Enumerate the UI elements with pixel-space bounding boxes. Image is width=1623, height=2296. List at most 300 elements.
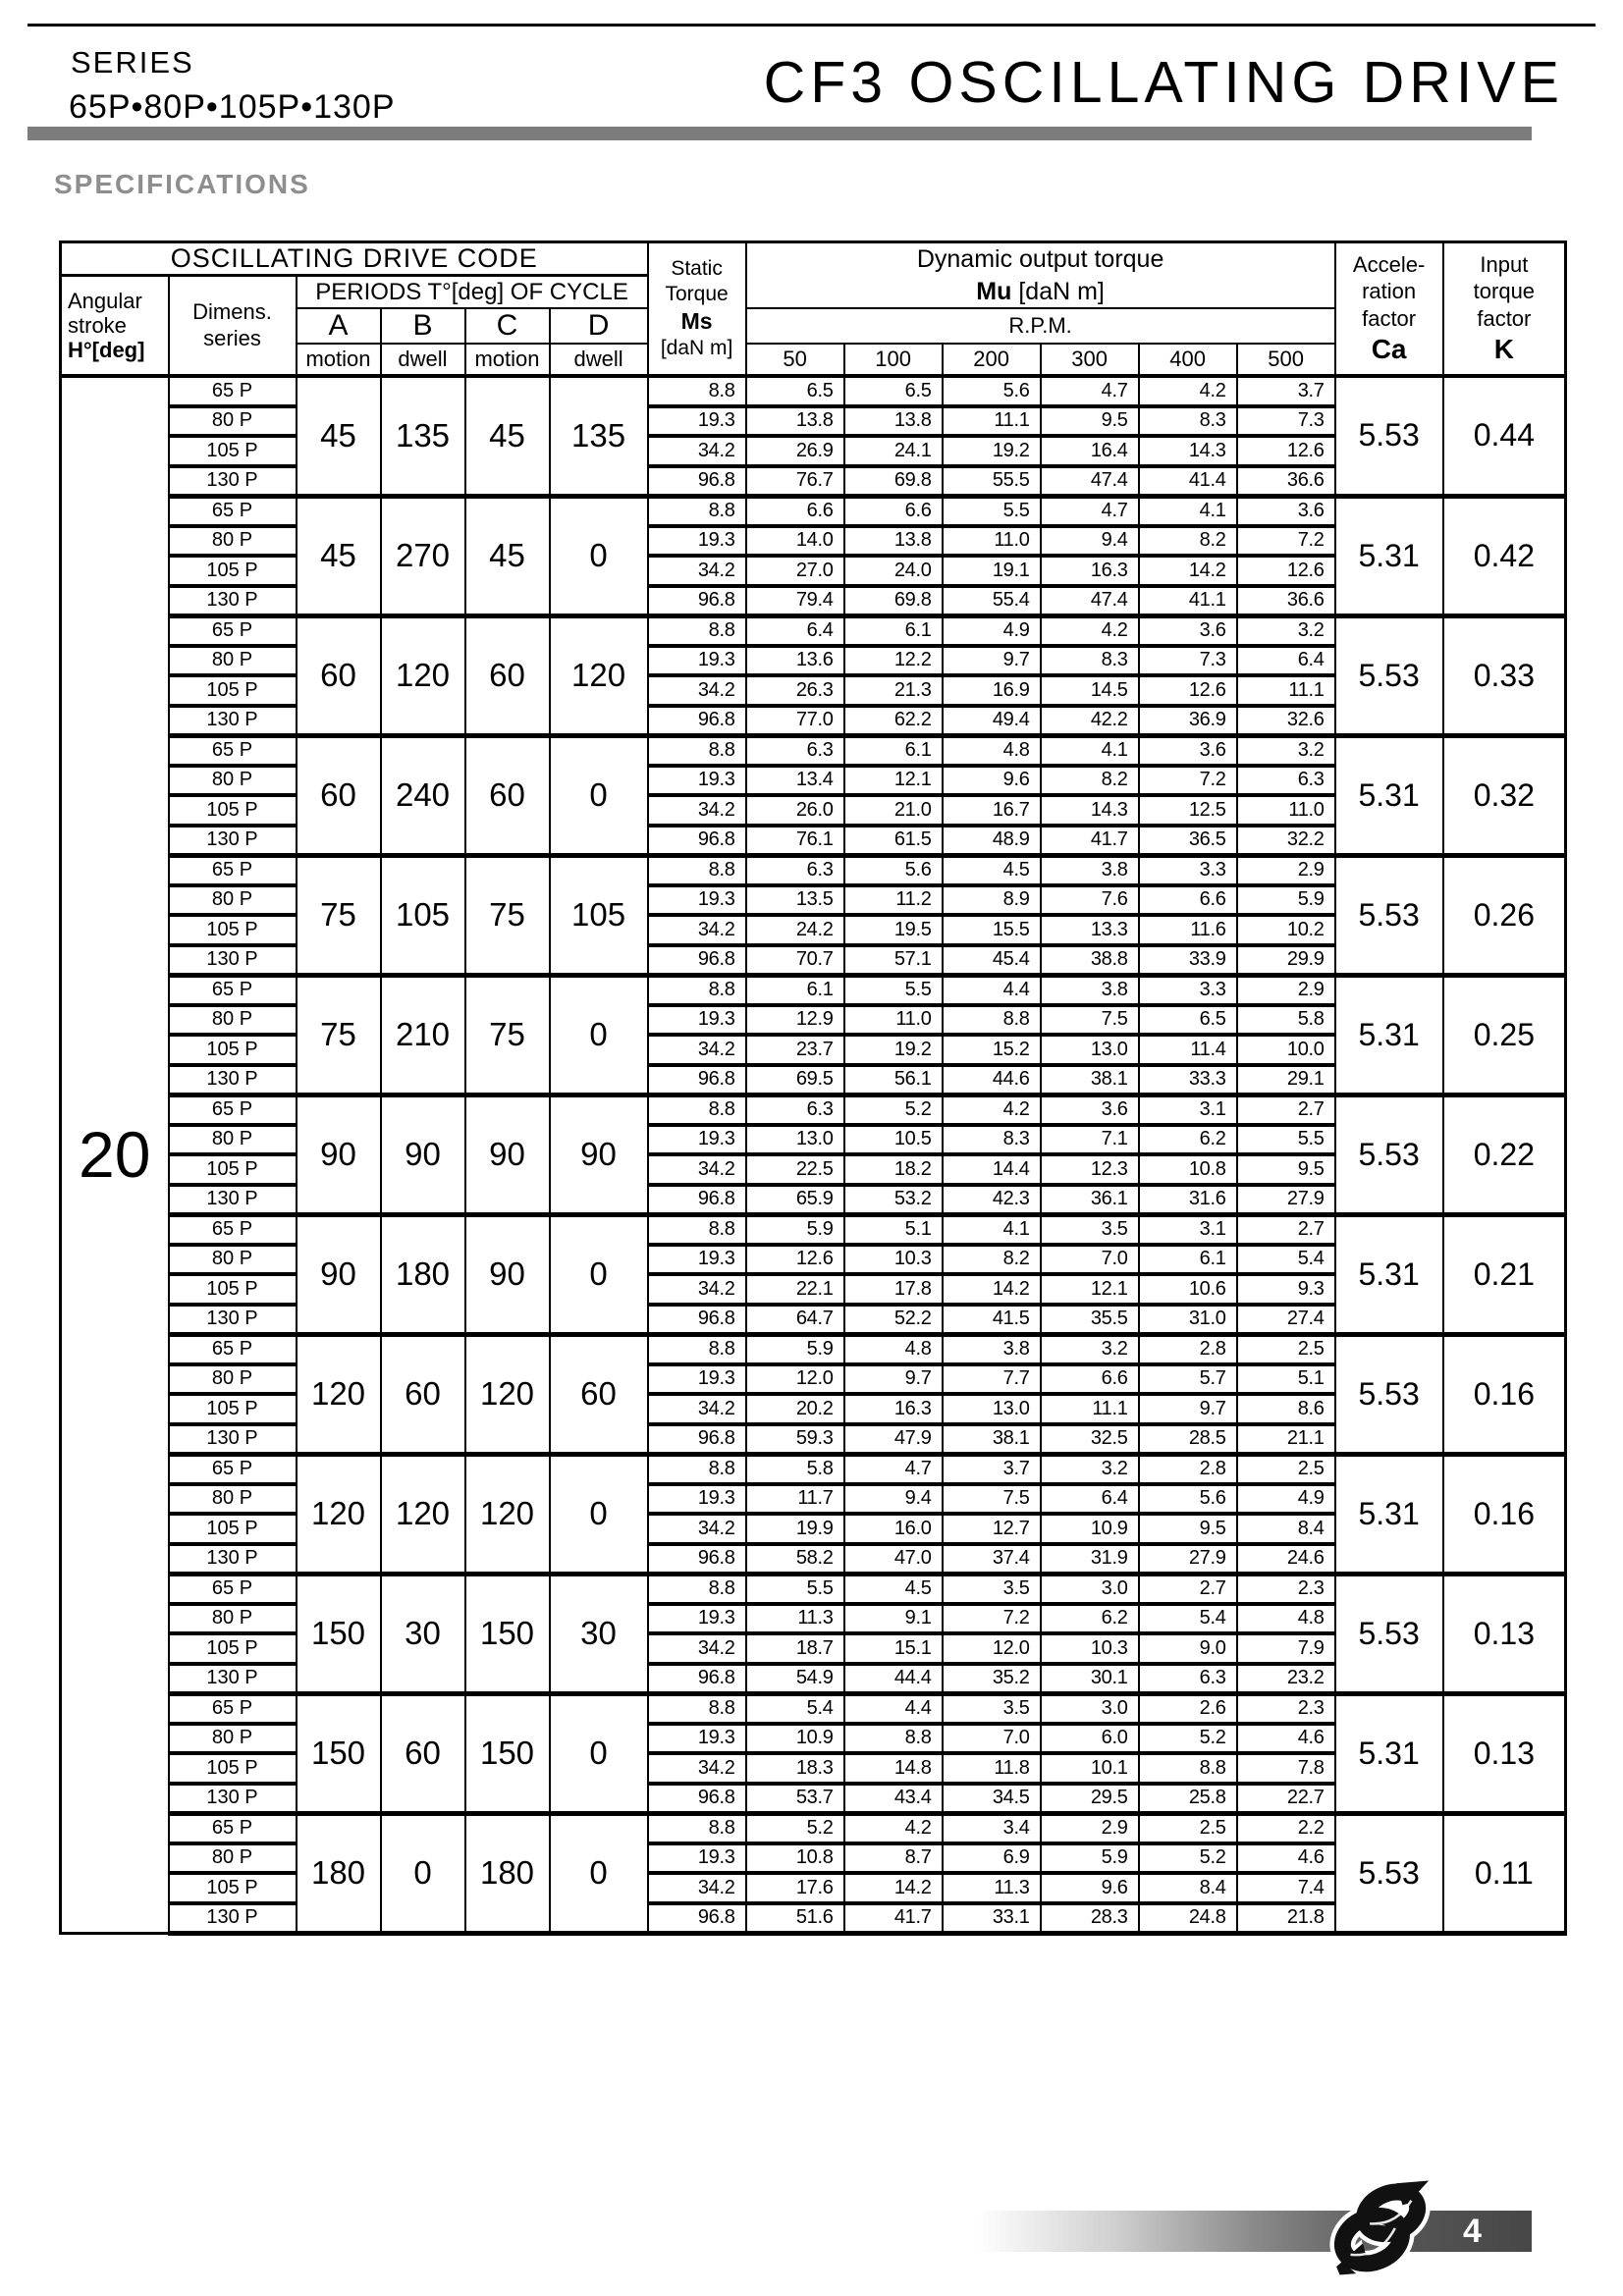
ribbon-knot-logo-icon bbox=[1316, 2169, 1453, 2287]
torque-value-cell: 9.6 bbox=[943, 766, 1041, 796]
torque-value-cell: 4.5 bbox=[943, 855, 1041, 885]
dimens-series-header: Dimens. series bbox=[169, 276, 297, 377]
static-torque-cell: 8.8 bbox=[648, 975, 746, 1005]
torque-value-cell: 5.5 bbox=[844, 975, 943, 1005]
specifications-heading: SPECIFICATIONS bbox=[54, 169, 310, 199]
period-b-sub-header: dwell bbox=[381, 344, 465, 376]
torque-value-cell: 70.7 bbox=[746, 945, 844, 976]
torque-value-cell: 13.8 bbox=[844, 406, 943, 437]
static-torque-cell: 96.8 bbox=[648, 1544, 746, 1575]
torque-value-cell: 11.1 bbox=[943, 406, 1041, 437]
torque-value-cell: 5.2 bbox=[844, 1095, 943, 1125]
torque-value-cell: 19.9 bbox=[746, 1514, 844, 1544]
table-row bbox=[61, 496, 1566, 526]
torque-value-cell: 9.1 bbox=[844, 1604, 943, 1634]
torque-value-cell: 36.6 bbox=[1237, 586, 1335, 616]
torque-value-cell: 10.9 bbox=[1041, 1514, 1139, 1544]
torque-value-cell: 52.2 bbox=[844, 1305, 943, 1335]
period-value-cell: 105 bbox=[550, 855, 648, 975]
torque-value-cell: 12.3 bbox=[1041, 1154, 1139, 1185]
dimens-series-cell: 80 P bbox=[169, 646, 297, 676]
torque-value-cell: 3.8 bbox=[1041, 975, 1139, 1005]
torque-value-cell: 8.6 bbox=[1237, 1394, 1335, 1424]
period-value-cell: 180 bbox=[465, 1813, 550, 1933]
table-row bbox=[61, 1214, 1566, 1245]
torque-value-cell: 3.2 bbox=[1041, 1334, 1139, 1364]
torque-value-cell: 9.7 bbox=[943, 646, 1041, 676]
period-value-cell: 240 bbox=[381, 735, 465, 855]
torque-value-cell: 5.5 bbox=[746, 1574, 844, 1604]
period-a-header: A bbox=[297, 308, 381, 344]
static-torque-cell: 19.3 bbox=[648, 1245, 746, 1275]
rpm-50-header: 50 bbox=[746, 344, 844, 376]
torque-value-cell: 17.6 bbox=[746, 1873, 844, 1903]
torque-value-cell: 55.4 bbox=[943, 586, 1041, 616]
static-torque-cell: 19.3 bbox=[648, 406, 746, 437]
torque-value-cell: 8.8 bbox=[844, 1724, 943, 1754]
torque-value-cell: 5.4 bbox=[1139, 1604, 1237, 1634]
torque-value-cell: 3.7 bbox=[943, 1454, 1041, 1484]
static-torque-cell: 8.8 bbox=[648, 376, 746, 406]
torque-value-cell: 19.1 bbox=[943, 556, 1041, 586]
period-value-cell: 45 bbox=[465, 496, 550, 615]
torque-value-cell: 3.2 bbox=[1041, 1454, 1139, 1484]
ca-factor-cell: 5.53 bbox=[1335, 855, 1443, 975]
torque-value-cell: 29.9 bbox=[1237, 945, 1335, 976]
torque-value-cell: 7.3 bbox=[1237, 406, 1335, 437]
torque-value-cell: 2.2 bbox=[1237, 1813, 1335, 1843]
static-torque-cell: 34.2 bbox=[648, 1154, 746, 1185]
torque-value-cell: 3.0 bbox=[1041, 1574, 1139, 1604]
series-models: 65P•80P•105P•130P bbox=[69, 88, 396, 126]
torque-value-cell: 13.0 bbox=[1041, 1035, 1139, 1065]
torque-value-cell: 6.2 bbox=[1139, 1125, 1237, 1155]
torque-value-cell: 3.8 bbox=[1041, 855, 1139, 885]
torque-value-cell: 5.1 bbox=[1237, 1364, 1335, 1395]
period-value-cell: 120 bbox=[381, 615, 465, 735]
ca-factor-cell: 5.31 bbox=[1335, 735, 1443, 855]
torque-value-cell: 9.7 bbox=[844, 1364, 943, 1395]
static-torque-cell: 19.3 bbox=[648, 526, 746, 557]
static-torque-cell: 96.8 bbox=[648, 1185, 746, 1215]
period-b-header: B bbox=[381, 308, 465, 344]
torque-value-cell: 11.0 bbox=[1237, 795, 1335, 826]
ca-factor-cell: 5.53 bbox=[1335, 1334, 1443, 1454]
torque-value-cell: 28.3 bbox=[1041, 1903, 1139, 1934]
torque-value-cell: 9.6 bbox=[1041, 1873, 1139, 1903]
dimens-series-cell: 105 P bbox=[169, 675, 297, 706]
torque-value-cell: 7.8 bbox=[1237, 1753, 1335, 1784]
torque-value-cell: 11.4 bbox=[1139, 1035, 1237, 1065]
k-factor-cell: 0.25 bbox=[1443, 975, 1566, 1095]
torque-value-cell: 47.4 bbox=[1041, 586, 1139, 616]
static-torque-cell: 96.8 bbox=[648, 586, 746, 616]
torque-value-cell: 16.4 bbox=[1041, 436, 1139, 466]
dimens-series-cell: 130 P bbox=[169, 1903, 297, 1934]
torque-value-cell: 3.3 bbox=[1139, 975, 1237, 1005]
torque-value-cell: 16.3 bbox=[1041, 556, 1139, 586]
static-torque-cell: 19.3 bbox=[648, 1005, 746, 1036]
torque-value-cell: 12.2 bbox=[844, 646, 943, 676]
dimens-series-cell: 130 P bbox=[169, 586, 297, 616]
rpm-100-header: 100 bbox=[844, 344, 943, 376]
static-torque-cell: 96.8 bbox=[648, 1305, 746, 1335]
torque-value-cell: 77.0 bbox=[746, 706, 844, 736]
dimens-series-cell: 80 P bbox=[169, 1125, 297, 1155]
torque-value-cell: 44.6 bbox=[943, 1065, 1041, 1095]
torque-value-cell: 5.6 bbox=[844, 855, 943, 885]
torque-value-cell: 8.3 bbox=[1041, 646, 1139, 676]
torque-value-cell: 27.4 bbox=[1237, 1305, 1335, 1335]
torque-value-cell: 6.0 bbox=[1041, 1724, 1139, 1754]
torque-value-cell: 14.5 bbox=[1041, 675, 1139, 706]
dimens-series-cell: 65 P bbox=[169, 1693, 297, 1724]
torque-value-cell: 21.3 bbox=[844, 675, 943, 706]
dimens-series-cell: 65 P bbox=[169, 975, 297, 1005]
dimens-series-cell: 130 P bbox=[169, 945, 297, 976]
torque-value-cell: 9.7 bbox=[1139, 1394, 1237, 1424]
torque-value-cell: 11.1 bbox=[1041, 1394, 1139, 1424]
static-torque-cell: 8.8 bbox=[648, 1454, 746, 1484]
period-value-cell: 135 bbox=[550, 376, 648, 496]
period-value-cell: 60 bbox=[465, 615, 550, 735]
torque-value-cell: 22.5 bbox=[746, 1154, 844, 1185]
torque-value-cell: 29.1 bbox=[1237, 1065, 1335, 1095]
ca-factor-cell: 5.31 bbox=[1335, 1454, 1443, 1574]
dimens-series-cell: 130 P bbox=[169, 706, 297, 736]
torque-value-cell: 25.8 bbox=[1139, 1784, 1237, 1814]
k-factor-cell: 0.42 bbox=[1443, 496, 1566, 615]
torque-value-cell: 76.1 bbox=[746, 826, 844, 856]
torque-value-cell: 41.7 bbox=[844, 1903, 943, 1934]
torque-value-cell: 65.9 bbox=[746, 1185, 844, 1215]
torque-value-cell: 2.9 bbox=[1237, 855, 1335, 885]
dimens-series-cell: 105 P bbox=[169, 1274, 297, 1305]
torque-value-cell: 4.4 bbox=[844, 1693, 943, 1724]
torque-value-cell: 11.2 bbox=[844, 885, 943, 916]
dimens-series-cell: 65 P bbox=[169, 376, 297, 406]
torque-value-cell: 2.3 bbox=[1237, 1693, 1335, 1724]
torque-value-cell: 58.2 bbox=[746, 1544, 844, 1575]
period-value-cell: 120 bbox=[550, 615, 648, 735]
torque-value-cell: 61.5 bbox=[844, 826, 943, 856]
period-value-cell: 270 bbox=[381, 496, 465, 615]
torque-value-cell: 5.6 bbox=[943, 376, 1041, 406]
table-row bbox=[61, 1574, 1566, 1604]
torque-value-cell: 9.4 bbox=[844, 1484, 943, 1515]
table-row bbox=[61, 735, 1566, 766]
torque-value-cell: 10.3 bbox=[1041, 1633, 1139, 1664]
torque-value-cell: 6.4 bbox=[1237, 646, 1335, 676]
torque-value-cell: 12.6 bbox=[1237, 556, 1335, 586]
static-torque-cell: 34.2 bbox=[648, 1753, 746, 1784]
static-torque-cell: 8.8 bbox=[648, 735, 746, 766]
dimens-series-cell: 105 P bbox=[169, 436, 297, 466]
static-torque-cell: 34.2 bbox=[648, 795, 746, 826]
torque-value-cell: 6.3 bbox=[1237, 766, 1335, 796]
torque-value-cell: 6.3 bbox=[746, 1095, 844, 1125]
period-value-cell: 90 bbox=[465, 1095, 550, 1214]
period-value-cell: 60 bbox=[465, 735, 550, 855]
period-value-cell: 75 bbox=[465, 975, 550, 1095]
torque-value-cell: 9.5 bbox=[1041, 406, 1139, 437]
torque-value-cell: 79.4 bbox=[746, 586, 844, 616]
torque-value-cell: 29.5 bbox=[1041, 1784, 1139, 1814]
k-factor-cell: 0.21 bbox=[1443, 1214, 1566, 1334]
dimens-series-cell: 130 P bbox=[169, 1185, 297, 1215]
rpm-header: R.P.M. bbox=[746, 308, 1335, 344]
angular-stroke-header: Angular stroke H°[deg] bbox=[61, 276, 169, 377]
torque-value-cell: 11.1 bbox=[1237, 675, 1335, 706]
static-torque-cell: 34.2 bbox=[648, 915, 746, 945]
torque-value-cell: 32.6 bbox=[1237, 706, 1335, 736]
torque-value-cell: 5.7 bbox=[1139, 1364, 1237, 1395]
torque-value-cell: 38.1 bbox=[1041, 1065, 1139, 1095]
period-value-cell: 60 bbox=[550, 1334, 648, 1454]
static-torque-cell: 8.8 bbox=[648, 1813, 746, 1843]
torque-value-cell: 5.9 bbox=[1041, 1843, 1139, 1874]
torque-value-cell: 44.4 bbox=[844, 1664, 943, 1694]
torque-value-cell: 6.6 bbox=[844, 496, 943, 526]
torque-value-cell: 4.1 bbox=[1041, 735, 1139, 766]
torque-value-cell: 4.6 bbox=[1237, 1724, 1335, 1754]
torque-value-cell: 21.8 bbox=[1237, 1903, 1335, 1934]
torque-value-cell: 4.7 bbox=[1041, 496, 1139, 526]
torque-value-cell: 33.3 bbox=[1139, 1065, 1237, 1095]
torque-value-cell: 41.4 bbox=[1139, 466, 1237, 497]
period-value-cell: 90 bbox=[297, 1214, 381, 1334]
torque-value-cell: 6.5 bbox=[1139, 1005, 1237, 1036]
torque-value-cell: 9.4 bbox=[1041, 526, 1139, 557]
torque-value-cell: 2.7 bbox=[1139, 1574, 1237, 1604]
torque-value-cell: 7.5 bbox=[1041, 1005, 1139, 1036]
period-value-cell: 45 bbox=[297, 496, 381, 615]
torque-value-cell: 19.5 bbox=[844, 915, 943, 945]
dimens-series-cell: 80 P bbox=[169, 526, 297, 557]
torque-value-cell: 2.6 bbox=[1139, 1693, 1237, 1724]
dimens-series-cell: 65 P bbox=[169, 735, 297, 766]
torque-value-cell: 5.9 bbox=[746, 1214, 844, 1245]
dimens-series-cell: 105 P bbox=[169, 915, 297, 945]
static-torque-cell: 96.8 bbox=[648, 1784, 746, 1814]
torque-value-cell: 26.0 bbox=[746, 795, 844, 826]
dimens-series-cell: 130 P bbox=[169, 1664, 297, 1694]
torque-value-cell: 13.0 bbox=[943, 1394, 1041, 1424]
static-torque-cell: 19.3 bbox=[648, 1364, 746, 1395]
k-factor-cell: 0.13 bbox=[1443, 1693, 1566, 1813]
static-torque-cell: 8.8 bbox=[648, 1334, 746, 1364]
dimens-series-cell: 105 P bbox=[169, 556, 297, 586]
torque-value-cell: 2.5 bbox=[1237, 1334, 1335, 1364]
table-row bbox=[61, 1454, 1566, 1484]
period-value-cell: 90 bbox=[550, 1095, 648, 1214]
torque-value-cell: 4.7 bbox=[1041, 376, 1139, 406]
static-torque-cell: 96.8 bbox=[648, 1664, 746, 1694]
torque-value-cell: 38.1 bbox=[943, 1424, 1041, 1455]
torque-value-cell: 11.0 bbox=[943, 526, 1041, 557]
spec-table-body bbox=[61, 376, 1566, 1933]
period-value-cell: 120 bbox=[465, 1454, 550, 1574]
torque-value-cell: 35.5 bbox=[1041, 1305, 1139, 1335]
torque-value-cell: 14.2 bbox=[1139, 556, 1237, 586]
torque-value-cell: 16.9 bbox=[943, 675, 1041, 706]
static-torque-cell: 19.3 bbox=[648, 1604, 746, 1634]
torque-value-cell: 13.8 bbox=[844, 526, 943, 557]
static-torque-cell: 96.8 bbox=[648, 1424, 746, 1455]
drive-code-header: OSCILLATING DRIVE CODE bbox=[61, 242, 648, 276]
period-value-cell: 60 bbox=[381, 1693, 465, 1813]
torque-value-cell: 59.3 bbox=[746, 1424, 844, 1455]
torque-value-cell: 8.3 bbox=[943, 1125, 1041, 1155]
torque-value-cell: 33.9 bbox=[1139, 945, 1237, 976]
torque-value-cell: 14.8 bbox=[844, 1753, 943, 1784]
torque-value-cell: 76.7 bbox=[746, 466, 844, 497]
torque-value-cell: 8.4 bbox=[1139, 1873, 1237, 1903]
torque-value-cell: 53.7 bbox=[746, 1784, 844, 1814]
torque-value-cell: 7.0 bbox=[1041, 1245, 1139, 1275]
torque-value-cell: 11.3 bbox=[746, 1604, 844, 1634]
static-torque-cell: 34.2 bbox=[648, 1274, 746, 1305]
dimens-series-cell: 130 P bbox=[169, 466, 297, 497]
torque-value-cell: 27.9 bbox=[1237, 1185, 1335, 1215]
period-value-cell: 105 bbox=[381, 855, 465, 975]
dimens-series-cell: 105 P bbox=[169, 795, 297, 826]
ca-factor-cell: 5.53 bbox=[1335, 1095, 1443, 1214]
torque-value-cell: 4.4 bbox=[943, 975, 1041, 1005]
k-factor-cell: 0.32 bbox=[1443, 735, 1566, 855]
period-value-cell: 90 bbox=[381, 1095, 465, 1214]
torque-value-cell: 36.5 bbox=[1139, 826, 1237, 856]
page-number: 4 bbox=[1463, 2213, 1482, 2250]
period-value-cell: 0 bbox=[550, 1454, 648, 1574]
torque-value-cell: 7.9 bbox=[1237, 1633, 1335, 1664]
rpm-200-header: 200 bbox=[943, 344, 1041, 376]
torque-value-cell: 5.5 bbox=[943, 496, 1041, 526]
period-value-cell: 210 bbox=[381, 975, 465, 1095]
dimens-series-cell: 105 P bbox=[169, 1514, 297, 1544]
torque-value-cell: 3.6 bbox=[1237, 496, 1335, 526]
torque-value-cell: 6.3 bbox=[1139, 1664, 1237, 1694]
period-value-cell: 150 bbox=[465, 1693, 550, 1813]
ca-factor-cell: 5.53 bbox=[1335, 1813, 1443, 1933]
torque-value-cell: 24.8 bbox=[1139, 1903, 1237, 1934]
static-torque-cell: 8.8 bbox=[648, 1693, 746, 1724]
dimens-series-cell: 105 P bbox=[169, 1154, 297, 1185]
torque-value-cell: 8.9 bbox=[943, 885, 1041, 916]
table-row bbox=[61, 615, 1566, 646]
ca-factor-cell: 5.31 bbox=[1335, 496, 1443, 615]
torque-value-cell: 5.2 bbox=[746, 1813, 844, 1843]
torque-value-cell: 3.2 bbox=[1237, 615, 1335, 646]
static-torque-cell: 19.3 bbox=[648, 766, 746, 796]
torque-value-cell: 11.0 bbox=[844, 1005, 943, 1036]
torque-value-cell: 2.7 bbox=[1237, 1095, 1335, 1125]
dimens-series-cell: 65 P bbox=[169, 1813, 297, 1843]
dimens-series-cell: 80 P bbox=[169, 885, 297, 916]
ca-factor-cell: 5.31 bbox=[1335, 975, 1443, 1095]
page-title: CF3 OSCILLATING DRIVE bbox=[763, 50, 1564, 115]
period-value-cell: 0 bbox=[550, 975, 648, 1095]
ca-factor-cell: 5.53 bbox=[1335, 1574, 1443, 1693]
torque-value-cell: 6.3 bbox=[746, 735, 844, 766]
dimens-series-cell: 130 P bbox=[169, 1544, 297, 1575]
torque-value-cell: 23.2 bbox=[1237, 1664, 1335, 1694]
table-row bbox=[61, 855, 1566, 885]
torque-value-cell: 16.7 bbox=[943, 795, 1041, 826]
period-c-sub-header: motion bbox=[465, 344, 550, 376]
acceleration-factor-header: Accele- ration factor Ca bbox=[1335, 242, 1443, 377]
period-value-cell: 180 bbox=[297, 1813, 381, 1933]
torque-value-cell: 3.8 bbox=[943, 1334, 1041, 1364]
dimens-series-cell: 65 P bbox=[169, 1095, 297, 1125]
torque-value-cell: 5.4 bbox=[1237, 1245, 1335, 1275]
torque-value-cell: 5.2 bbox=[1139, 1724, 1237, 1754]
torque-value-cell: 51.6 bbox=[746, 1903, 844, 1934]
torque-value-cell: 11.6 bbox=[1139, 915, 1237, 945]
period-value-cell: 135 bbox=[381, 376, 465, 496]
dimens-series-cell: 80 P bbox=[169, 1724, 297, 1754]
torque-value-cell: 28.5 bbox=[1139, 1424, 1237, 1455]
torque-value-cell: 31.6 bbox=[1139, 1185, 1237, 1215]
input-torque-factor-header: Input torque factor K bbox=[1443, 242, 1566, 377]
torque-value-cell: 5.5 bbox=[1237, 1125, 1335, 1155]
static-torque-cell: 96.8 bbox=[648, 1065, 746, 1095]
torque-value-cell: 42.2 bbox=[1041, 706, 1139, 736]
torque-value-cell: 12.9 bbox=[746, 1005, 844, 1036]
dimens-series-cell: 130 P bbox=[169, 1784, 297, 1814]
torque-value-cell: 6.1 bbox=[844, 735, 943, 766]
period-value-cell: 30 bbox=[381, 1574, 465, 1693]
torque-value-cell: 7.2 bbox=[1139, 766, 1237, 796]
dimens-series-cell: 65 P bbox=[169, 1334, 297, 1364]
dimens-series-cell: 80 P bbox=[169, 766, 297, 796]
torque-value-cell: 8.2 bbox=[1139, 526, 1237, 557]
torque-value-cell: 12.6 bbox=[746, 1245, 844, 1275]
static-torque-cell: 19.3 bbox=[648, 1484, 746, 1515]
dimens-series-cell: 80 P bbox=[169, 1843, 297, 1874]
torque-value-cell: 5.9 bbox=[746, 1334, 844, 1364]
k-factor-cell: 0.44 bbox=[1443, 376, 1566, 496]
torque-value-cell: 18.2 bbox=[844, 1154, 943, 1185]
torque-value-cell: 33.1 bbox=[943, 1903, 1041, 1934]
torque-value-cell: 53.2 bbox=[844, 1185, 943, 1215]
torque-value-cell: 3.3 bbox=[1139, 855, 1237, 885]
static-torque-cell: 96.8 bbox=[648, 1903, 746, 1934]
static-torque-cell: 8.8 bbox=[648, 1574, 746, 1604]
torque-value-cell: 14.3 bbox=[1139, 436, 1237, 466]
torque-value-cell: 3.7 bbox=[1237, 376, 1335, 406]
torque-value-cell: 3.5 bbox=[943, 1574, 1041, 1604]
dimens-series-cell: 105 P bbox=[169, 1753, 297, 1784]
period-c-header: C bbox=[465, 308, 550, 344]
torque-value-cell: 34.5 bbox=[943, 1784, 1041, 1814]
torque-value-cell: 56.1 bbox=[844, 1065, 943, 1095]
torque-value-cell: 23.7 bbox=[746, 1035, 844, 1065]
period-value-cell: 150 bbox=[465, 1574, 550, 1693]
torque-value-cell: 4.9 bbox=[1237, 1484, 1335, 1515]
torque-value-cell: 10.0 bbox=[1237, 1035, 1335, 1065]
dimens-series-cell: 65 P bbox=[169, 1214, 297, 1245]
ca-factor-cell: 5.31 bbox=[1335, 1214, 1443, 1334]
torque-value-cell: 3.5 bbox=[943, 1693, 1041, 1724]
torque-value-cell: 36.1 bbox=[1041, 1185, 1139, 1215]
torque-value-cell: 10.8 bbox=[746, 1843, 844, 1874]
torque-value-cell: 24.0 bbox=[844, 556, 943, 586]
torque-value-cell: 13.5 bbox=[746, 885, 844, 916]
static-torque-cell: 8.8 bbox=[648, 1214, 746, 1245]
torque-value-cell: 2.5 bbox=[1139, 1813, 1237, 1843]
table-row bbox=[61, 975, 1566, 1005]
